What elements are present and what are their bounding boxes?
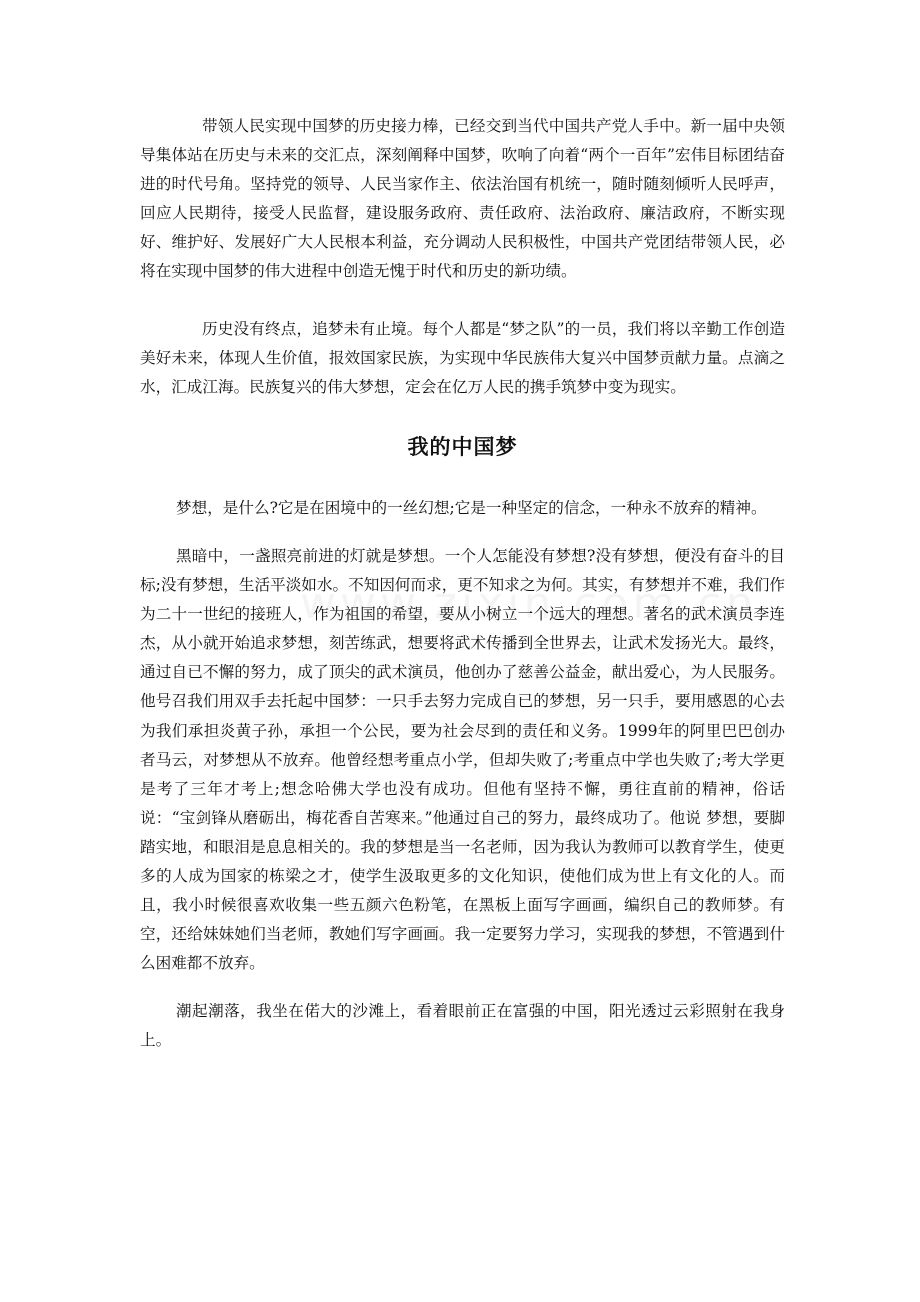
paragraph-4: 黑暗中，一盏照亮前进的灯就是梦想。一个人怎能没有梦想?没有梦想，便没有奋斗的目标;没有梦想，生活平淡如水。不知因何而求，更不知求之为何。其实，有梦想并不难，我们作为二十一世纪的接班人，作为祖国的希望，要从小树立一个远大的理想。著名的武术演员李连杰，从小就开始追求梦想，刻苦练武，想要将武术传播到全世界去，让武术发扬光大。最终，通过自已不懈的努力，成了顶尖的武术演员，他创办了慈善公益金，献出爱心，为人民服务。他号召我们用双手去托起中国梦：一只手去努力完成自已的梦想，另一只手，要用感恩的心去为我们承担炎黄子孙，承担一个公民，要为社会尽到的责任和义务。1999年的阿里巴巴创办者马云，对梦想从不放弃。他曾经想考重点小学，但却失败了;考重点中学也失败了;考大学更是考了三年才考上;想念哈佛大学也没有成功。但他有坚持不懈，勇往直前的精神，俗话说：“宝剑锋从磨砺出，梅花香自苦寒来。”他通过自己的努力，最终成功了。他说 梦想，要脚踏实地，和眼泪是息息相关的。我的梦想是当一名老师，因为我认为教师可以教育学生，使更多的人成为国家的栋梁之才，使学生汲取更多的文化知识，使他们成为世上有文化的人。而且，我小时候很喜欢收集一些五颜六色粉笔，在黑板上面写字画画，编织自己的教师梦。有空，还给妹妹她们当老师，教她们写字画画。我一定要努力学习，实现我的梦想，不管遇到什么困难都不放弃。 <box>140 546 785 973</box>
paragraph-1: 带领人民实现中国梦的历史接力棒，已经交到当代中国共产党人手中。新一届中央领导集体站在历史与未来的交汇点，深刻阐释中国梦，吹响了向着“两个一百年”宏伟目标团结奋进的时代号角。坚持党的领导、人民当家作主、依法治国有机统一，随时随刻倾听人民呼声，回应人民期待，接受人民监督，建设服务政府、责任政府、法治政府、廉洁政府，不断实现好、维护好、发展好广大人民根本利益，充分调动人民积极性，中国共产党团结带领人民，必将在实现中国梦的伟大进程中创造无愧于时代和历史的新功绩。 <box>140 117 785 281</box>
paragraph-2: 历史没有终点，追梦未有止境。每个人都是“梦之队”的一员，我们将以辛勤工作创造美好未来，体现人生价值，报效国家民族，为实现中华民族伟大复兴中国梦贡献力量。点滴之水，汇成江海。民族复兴的伟大梦想，定会在亿万人民的携手筑梦中变为现实。 <box>140 319 785 396</box>
paragraph-5: 潮起潮落，我坐在偌大的沙滩上，看着眼前正在富强的中国，阳光透过云彩照射在我身上。 <box>140 1002 785 1050</box>
document-page <box>140 112 785 1056</box>
paragraph-3: 梦想，是什么?它是在困境中的一丝幻想;它是一种坚定的信念，一种永不放弃的精神。 <box>176 498 767 517</box>
essay-title: 我的中国梦 <box>407 434 518 459</box>
